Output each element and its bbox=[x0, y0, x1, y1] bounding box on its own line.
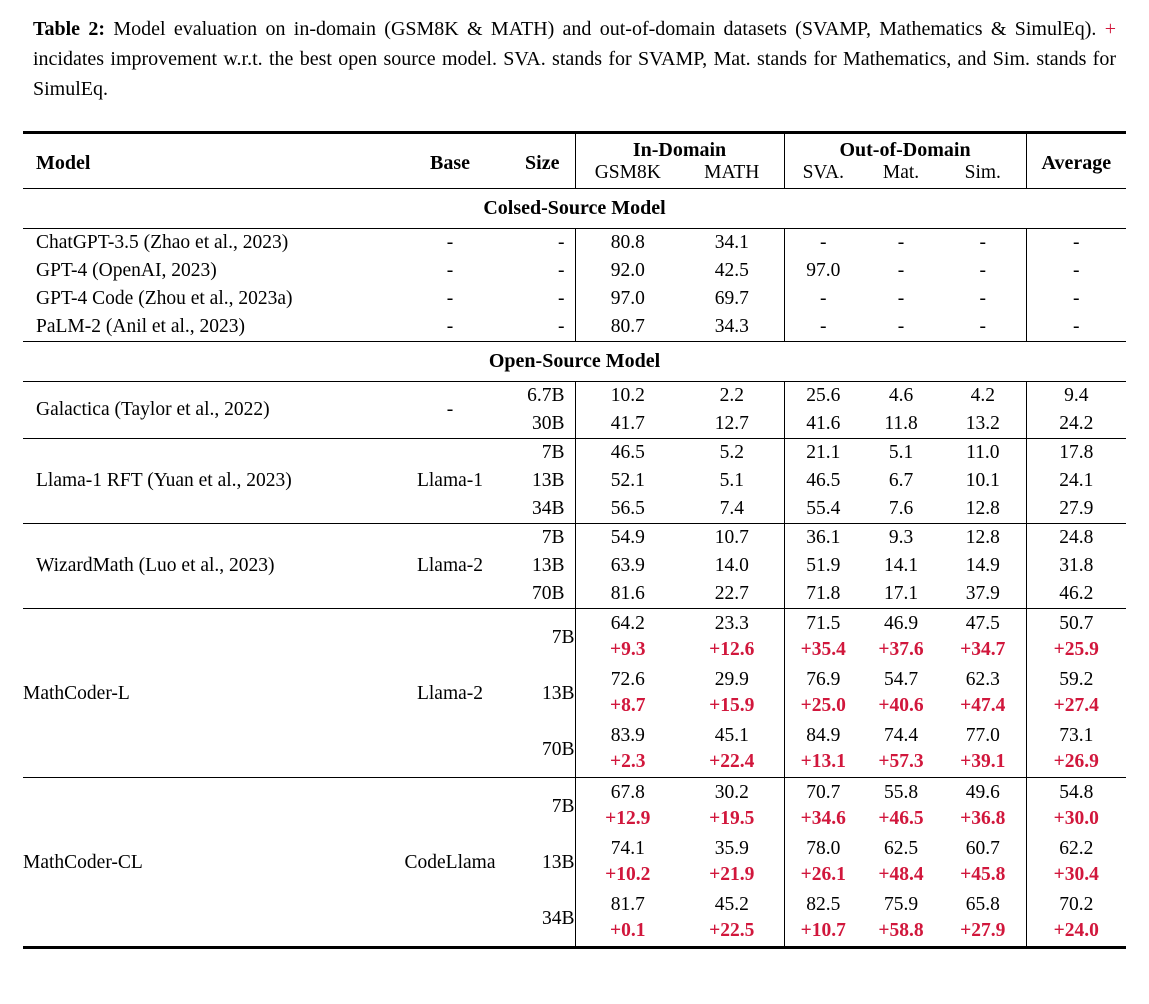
gsm8k-value-cell: 56.5 bbox=[575, 495, 680, 524]
col-header-sva: SVA. bbox=[784, 162, 862, 189]
avg-value-cell: 50.7 bbox=[1026, 609, 1126, 638]
math-value-cell: 14.0 bbox=[714, 555, 749, 576]
sim-value-cell: - bbox=[979, 288, 987, 309]
size-cell: - bbox=[558, 288, 565, 309]
math-value-cell: 69.7 bbox=[714, 288, 749, 309]
table-row bbox=[23, 382, 1126, 411]
avg-value-cell: - bbox=[1026, 285, 1126, 313]
sim-value-cell: 13.2 bbox=[965, 413, 1000, 434]
delta-sva-value-cell: +13.1 bbox=[784, 749, 862, 778]
delta-math-value-cell: +12.6 bbox=[709, 639, 755, 660]
gsm8k-value-cell: 92.0 bbox=[575, 257, 680, 285]
sva-value-cell: 76.9 bbox=[784, 665, 862, 693]
delta-gsm8k-value-cell: +0.1 bbox=[575, 918, 680, 948]
mat-value-cell: 17.1 bbox=[883, 583, 919, 604]
delta-sim-value-cell: +47.4 bbox=[960, 695, 1006, 716]
size-cell: 13B bbox=[531, 470, 565, 491]
mat-value-cell: - bbox=[897, 288, 905, 309]
avg-value-cell: - bbox=[1026, 229, 1126, 258]
mat-value-cell: - bbox=[897, 316, 905, 337]
math-value-cell: 35.9 bbox=[714, 838, 749, 859]
sim-value-cell: 62.3 bbox=[965, 669, 1000, 690]
avg-value-cell: 59.2 bbox=[1026, 665, 1126, 693]
avg-value-cell: 9.4 bbox=[1026, 382, 1126, 411]
sim-value-cell: 49.6 bbox=[940, 778, 1026, 807]
math-value-cell: 34.3 bbox=[714, 316, 749, 337]
mat-value-cell: - bbox=[897, 260, 905, 281]
sva-value-cell: 25.6 bbox=[784, 382, 862, 411]
model-name-cell: GPT-4 (OpenAI, 2023) bbox=[36, 260, 217, 281]
size-cell: 7B bbox=[510, 439, 575, 468]
size-cell: 30B bbox=[531, 413, 565, 434]
base-cell: - bbox=[446, 260, 454, 281]
gsm8k-value-cell: 97.0 bbox=[575, 285, 680, 313]
gsm8k-value-cell: 52.1 bbox=[575, 467, 680, 495]
sva-value-cell: 46.5 bbox=[784, 467, 862, 495]
size-cell: 70B bbox=[531, 583, 565, 604]
math-value-cell: 12.7 bbox=[714, 413, 749, 434]
delta-mat-value-cell: +46.5 bbox=[878, 808, 924, 829]
delta-gsm8k-value-cell: +9.3 bbox=[575, 637, 680, 665]
delta-sim-value-cell: +45.8 bbox=[960, 864, 1006, 885]
avg-value-cell: 24.1 bbox=[1026, 467, 1126, 495]
delta-gsm8k-value-cell: +8.7 bbox=[575, 693, 680, 721]
gsm8k-value-cell: 81.7 bbox=[575, 890, 680, 918]
mat-value-cell: 14.1 bbox=[883, 555, 919, 576]
delta-math-value-cell: +19.5 bbox=[709, 808, 755, 829]
gsm8k-value-cell: 10.2 bbox=[575, 382, 680, 411]
size-cell: 7B bbox=[510, 609, 575, 666]
col-header-base: Base bbox=[390, 133, 510, 189]
sim-value-cell: - bbox=[979, 232, 987, 253]
sva-value-cell: 51.9 bbox=[784, 552, 862, 580]
model-name-cell: GPT-4 Code (Zhou et al., 2023a) bbox=[36, 288, 293, 309]
sva-value-cell: 84.9 bbox=[784, 721, 862, 749]
col-header-gsm8k: GSM8K bbox=[575, 162, 680, 189]
mat-value-cell: 55.8 bbox=[862, 778, 940, 807]
gsm8k-value-cell: 67.8 bbox=[575, 778, 680, 807]
base-cell: - bbox=[446, 232, 454, 253]
avg-value-cell: 62.2 bbox=[1026, 834, 1126, 862]
model-name-cell: MathCoder-L bbox=[23, 609, 390, 778]
sim-value-cell: 60.7 bbox=[965, 838, 1000, 859]
col-header-math: MATH bbox=[680, 162, 784, 189]
sva-value-cell: 36.1 bbox=[784, 524, 862, 553]
sva-value-cell: 71.8 bbox=[784, 580, 862, 609]
delta-math-value-cell: +15.9 bbox=[709, 695, 755, 716]
col-header-out-of-domain: Out-of-Domain bbox=[784, 133, 1026, 163]
mat-value-cell: 75.9 bbox=[883, 894, 919, 915]
gsm8k-value-cell: 54.9 bbox=[575, 524, 680, 553]
size-cell: 70B bbox=[541, 739, 575, 760]
math-value-cell: 5.1 bbox=[719, 470, 744, 491]
delta-sva-value-cell: +34.6 bbox=[784, 806, 862, 834]
col-header-model: Model bbox=[23, 133, 390, 189]
math-value-cell: 5.2 bbox=[680, 439, 784, 468]
caption-text-pre: Model evaluation on in-domain (GSM8K & MATH) and out-of-domain datasets (SVAMP, Mathematics & SimulEq). bbox=[105, 18, 1105, 40]
delta-avg-value-cell: +24.0 bbox=[1026, 918, 1126, 948]
delta-gsm8k-value-cell: +12.9 bbox=[575, 806, 680, 834]
math-value-cell: 42.5 bbox=[714, 260, 749, 281]
delta-sva-value-cell: +25.0 bbox=[784, 693, 862, 721]
math-value-cell: 45.2 bbox=[714, 894, 749, 915]
table-caption bbox=[33, 14, 1116, 104]
header-row-groups bbox=[23, 133, 1126, 163]
sim-value-cell: 12.8 bbox=[965, 498, 1000, 519]
open-source-section-row-label: Open-Source Model bbox=[23, 342, 1126, 382]
sim-value-cell: 4.2 bbox=[940, 382, 1026, 411]
sva-value-cell: 97.0 bbox=[784, 257, 862, 285]
avg-value-cell: - bbox=[1026, 257, 1126, 285]
model-name-cell: Llama-1 RFT (Yuan et al., 2023) bbox=[23, 439, 390, 524]
sim-value-cell: 11.0 bbox=[940, 439, 1026, 468]
base-cell: Llama-1 bbox=[390, 439, 510, 524]
gsm8k-value-cell: 41.7 bbox=[575, 410, 680, 439]
sva-value-cell: 78.0 bbox=[784, 834, 862, 862]
avg-value-cell: - bbox=[1026, 313, 1126, 342]
sim-value-cell: - bbox=[979, 316, 987, 337]
table-row bbox=[23, 778, 1126, 807]
col-header-mat: Mat. bbox=[862, 162, 940, 189]
size-cell: 34B bbox=[541, 908, 575, 929]
mat-value-cell: 9.3 bbox=[862, 524, 940, 553]
avg-value-cell: 27.9 bbox=[1026, 495, 1126, 524]
math-value-cell: 22.7 bbox=[714, 583, 749, 604]
avg-value-cell: 73.1 bbox=[1026, 721, 1126, 749]
table-header bbox=[23, 133, 1126, 189]
mat-value-cell: 54.7 bbox=[883, 669, 919, 690]
base-cell: - bbox=[390, 382, 510, 439]
delta-sva-value-cell: +35.4 bbox=[784, 637, 862, 665]
delta-mat-value-cell: +37.6 bbox=[878, 639, 924, 660]
col-header-sim: Sim. bbox=[940, 162, 1026, 189]
size-cell: - bbox=[558, 260, 565, 281]
mat-value-cell: 7.6 bbox=[888, 498, 914, 519]
mat-value-cell: 46.9 bbox=[862, 609, 940, 638]
sva-value-cell: - bbox=[784, 229, 862, 258]
delta-sim-value-cell: +34.7 bbox=[960, 639, 1006, 660]
delta-avg-value-cell: +26.9 bbox=[1026, 749, 1126, 778]
delta-math-value-cell: +22.5 bbox=[709, 920, 755, 941]
sva-value-cell: 21.1 bbox=[784, 439, 862, 468]
sim-value-cell: - bbox=[979, 260, 987, 281]
table-row bbox=[23, 439, 1126, 468]
math-value-cell: 23.3 bbox=[680, 609, 784, 638]
sim-value-cell: 47.5 bbox=[940, 609, 1026, 638]
base-cell: Llama-2 bbox=[390, 609, 510, 778]
gsm8k-value-cell: 81.6 bbox=[575, 580, 680, 609]
closed-source-section-row bbox=[23, 189, 1126, 229]
table-row bbox=[23, 524, 1126, 553]
delta-sim-value-cell: +27.9 bbox=[960, 920, 1006, 941]
delta-sva-value-cell: +26.1 bbox=[784, 862, 862, 890]
sim-value-cell: 12.8 bbox=[940, 524, 1026, 553]
sva-value-cell: 82.5 bbox=[784, 890, 862, 918]
gsm8k-value-cell: 74.1 bbox=[575, 834, 680, 862]
table-row bbox=[23, 285, 1126, 313]
sva-value-cell: 70.7 bbox=[784, 778, 862, 807]
math-value-cell: 10.7 bbox=[680, 524, 784, 553]
model-name-cell: WizardMath (Luo et al., 2023) bbox=[23, 524, 390, 609]
size-cell: 34B bbox=[531, 498, 565, 519]
avg-value-cell: 54.8 bbox=[1026, 778, 1126, 807]
delta-sim-value-cell: +36.8 bbox=[960, 808, 1006, 829]
gsm8k-value-cell: 72.6 bbox=[575, 665, 680, 693]
avg-value-cell: 70.2 bbox=[1026, 890, 1126, 918]
sva-value-cell: - bbox=[784, 313, 862, 342]
gsm8k-value-cell: 80.8 bbox=[575, 229, 680, 258]
table-row bbox=[23, 257, 1126, 285]
mat-value-cell: 11.8 bbox=[884, 413, 918, 434]
model-name-cell: Galactica (Taylor et al., 2022) bbox=[23, 382, 390, 439]
caption-plus-sign: + bbox=[1104, 18, 1116, 40]
gsm8k-value-cell: 46.5 bbox=[575, 439, 680, 468]
sva-value-cell: - bbox=[784, 285, 862, 313]
delta-mat-value-cell: +58.8 bbox=[878, 920, 924, 941]
delta-mat-value-cell: +48.4 bbox=[878, 864, 924, 885]
model-name-cell: MathCoder-CL bbox=[23, 778, 390, 948]
size-cell: - bbox=[558, 232, 565, 253]
model-name-cell: PaLM-2 (Anil et al., 2023) bbox=[36, 316, 246, 337]
size-cell: 7B bbox=[510, 778, 575, 835]
sim-value-cell: 10.1 bbox=[965, 470, 1000, 491]
delta-math-value-cell: +22.4 bbox=[709, 751, 755, 772]
avg-value-cell: 31.8 bbox=[1026, 552, 1126, 580]
model-name-cell: ChatGPT-3.5 (Zhao et al., 2023) bbox=[36, 232, 289, 253]
mat-value-cell: 4.6 bbox=[862, 382, 940, 411]
table-row bbox=[23, 609, 1126, 638]
math-value-cell: 2.2 bbox=[680, 382, 784, 411]
avg-value-cell: 24.2 bbox=[1026, 410, 1126, 439]
avg-value-cell: 24.8 bbox=[1026, 524, 1126, 553]
base-cell: CodeLlama bbox=[390, 778, 510, 948]
delta-math-value-cell: +21.9 bbox=[709, 864, 755, 885]
size-cell: 13B bbox=[541, 683, 575, 704]
delta-avg-value-cell: +25.9 bbox=[1026, 637, 1126, 665]
delta-sva-value-cell: +10.7 bbox=[784, 918, 862, 948]
size-cell: 6.7B bbox=[510, 382, 575, 411]
size-cell: 13B bbox=[531, 555, 565, 576]
mat-value-cell: 74.4 bbox=[883, 725, 919, 746]
mat-value-cell: 6.7 bbox=[888, 470, 914, 491]
avg-value-cell: 46.2 bbox=[1026, 580, 1126, 609]
table-row bbox=[23, 313, 1126, 342]
mat-value-cell: 5.1 bbox=[862, 439, 940, 468]
sim-value-cell: 65.8 bbox=[965, 894, 1000, 915]
caption-label: Table 2: bbox=[33, 18, 106, 40]
sva-value-cell: 71.5 bbox=[784, 609, 862, 638]
gsm8k-value-cell: 63.9 bbox=[575, 552, 680, 580]
gsm8k-value-cell: 83.9 bbox=[575, 721, 680, 749]
sva-value-cell: 41.6 bbox=[784, 410, 862, 439]
size-cell: 7B bbox=[510, 524, 575, 553]
math-value-cell: 45.1 bbox=[714, 725, 749, 746]
sva-value-cell: 55.4 bbox=[784, 495, 862, 524]
col-header-size: Size bbox=[510, 133, 575, 189]
closed-source-section-row-label: Colsed-Source Model bbox=[23, 189, 1126, 229]
col-header-average: Average bbox=[1026, 133, 1126, 189]
math-value-cell: 34.1 bbox=[714, 232, 749, 253]
delta-mat-value-cell: +40.6 bbox=[878, 695, 924, 716]
base-cell: - bbox=[446, 316, 454, 337]
sim-value-cell: 14.9 bbox=[965, 555, 1000, 576]
math-value-cell: 7.4 bbox=[719, 498, 744, 519]
delta-avg-value-cell: +30.4 bbox=[1026, 862, 1126, 890]
caption-text-post: incidates improvement w.r.t. the best open source model. SVA. stands for SVAMP, Mat. stands for Mathematics, and Sim. stands for SimulEq. bbox=[33, 48, 1116, 100]
sim-value-cell: 37.9 bbox=[965, 583, 1000, 604]
open-source-section-row bbox=[23, 342, 1126, 382]
results-table bbox=[23, 131, 1126, 949]
mat-value-cell: 62.5 bbox=[883, 838, 919, 859]
delta-gsm8k-value-cell: +2.3 bbox=[575, 749, 680, 778]
mat-value-cell: - bbox=[897, 232, 905, 253]
delta-avg-value-cell: +30.0 bbox=[1026, 806, 1126, 834]
gsm8k-value-cell: 80.7 bbox=[575, 313, 680, 342]
delta-gsm8k-value-cell: +10.2 bbox=[575, 862, 680, 890]
delta-sim-value-cell: +39.1 bbox=[960, 751, 1006, 772]
delta-mat-value-cell: +57.3 bbox=[878, 751, 924, 772]
size-cell: - bbox=[558, 316, 565, 337]
col-header-in-domain: In-Domain bbox=[575, 133, 784, 163]
base-cell: - bbox=[446, 288, 454, 309]
size-cell: 13B bbox=[541, 852, 575, 873]
gsm8k-value-cell: 64.2 bbox=[575, 609, 680, 638]
sim-value-cell: 77.0 bbox=[965, 725, 1000, 746]
delta-avg-value-cell: +27.4 bbox=[1026, 693, 1126, 721]
math-value-cell: 30.2 bbox=[680, 778, 784, 807]
table-body bbox=[23, 189, 1126, 948]
avg-value-cell: 17.8 bbox=[1026, 439, 1126, 468]
math-value-cell: 29.9 bbox=[714, 669, 749, 690]
table-row bbox=[23, 229, 1126, 258]
base-cell: Llama-2 bbox=[390, 524, 510, 609]
